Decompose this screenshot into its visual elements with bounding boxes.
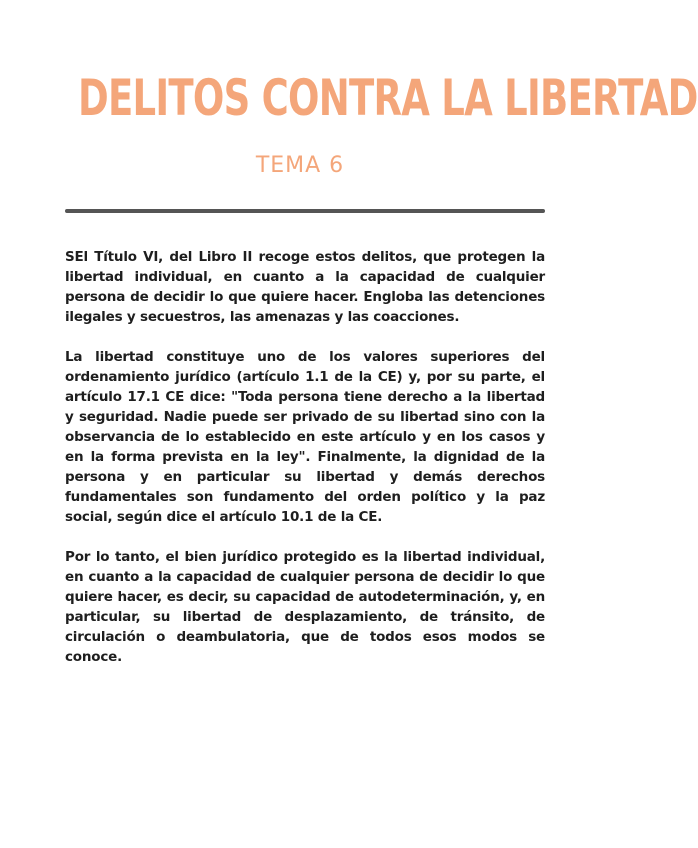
divider [65, 209, 545, 213]
paragraph: La libertad constituye uno de los valores superiores del ordenamiento jurídico (artículo 1.1 de la CE) y, por su parte, el artículo 17.1 CE dice: "Toda persona tiene derecho a la libertad y seguridad. Nadie puede ser privado de su libertad sino con la observancia de lo establecido en este artículo y en los casos y en la forma prevista en la ley". Finalmente, la dignidad de la persona y en particular su libertad y demás derechos fundamentales son fundamento del orden político y la paz social, según dice el artículo 10.1 de la CE. [65, 349, 545, 525]
paragraph: SEl Título VI, del Libro II recoge estos delitos, que protegen la libertad individual, en cuanto a la capacidad de cualquier persona de decidir lo que quiere hacer. Engloba las detenciones ilegales y secuestros, las amenazas y las coacciones. [65, 249, 545, 325]
paragraph: Por lo tanto, el bien jurídico protegido es la libertad individual, en cuanto a la capacidad de cualquier persona de decidir lo que quiere hacer, es decir, su capacidad de autodeterminación, y, en particular, su libertad de desplazamiento, de tránsito, de circulación o deambulatoria, que de todos esos modos se conoce. [65, 549, 545, 665]
document-body [65, 247, 545, 687]
page-title: DELITOS CONTRA LA LIBERTAD [78, 69, 698, 127]
page-subtitle: TEMA 6 [255, 153, 345, 178]
